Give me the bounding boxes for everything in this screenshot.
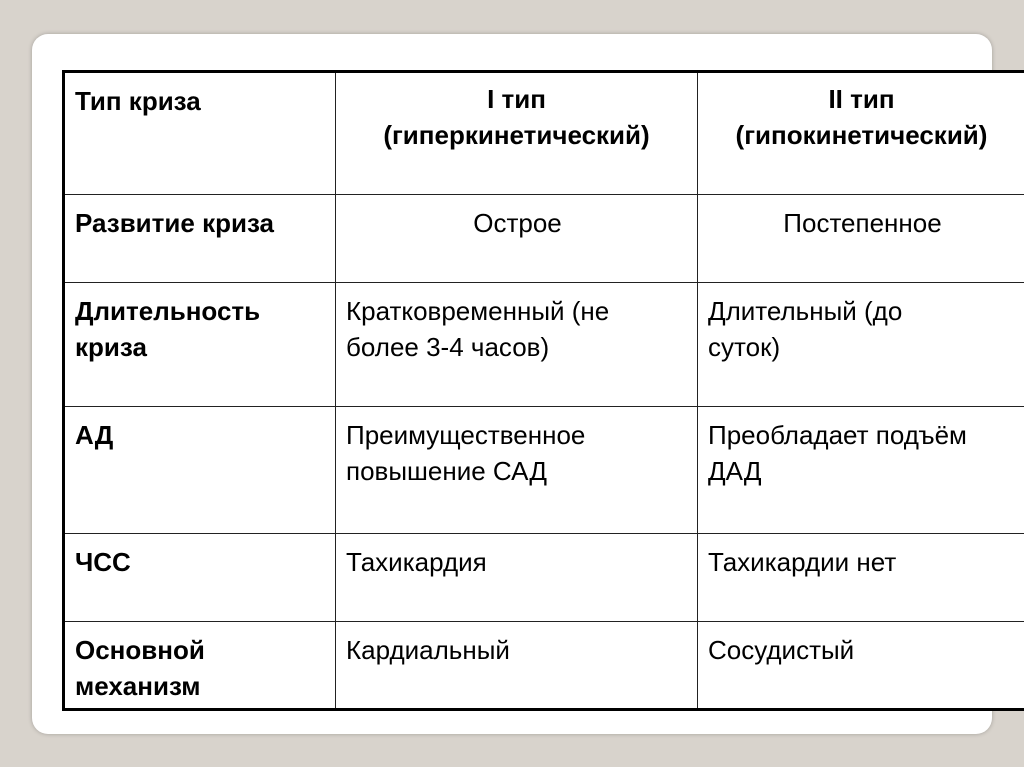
type2-cell bbox=[698, 407, 1024, 534]
type1-value: Кратковременный (не bbox=[346, 296, 610, 326]
row-label-cell bbox=[64, 195, 336, 283]
type2-value: суток) bbox=[708, 332, 781, 362]
header-type2-title: II тип bbox=[828, 84, 895, 114]
row-label: механизм bbox=[75, 671, 201, 701]
type1-value: более 3-4 часов) bbox=[346, 332, 550, 362]
type2-value: Преобладает подъём bbox=[708, 420, 967, 450]
type2-value: Тахикардии нет bbox=[708, 547, 897, 577]
type1-cell bbox=[336, 407, 698, 534]
type2-value: Длительный (до bbox=[708, 296, 903, 326]
row-label: АД bbox=[75, 420, 114, 450]
type2-value: ДАД bbox=[708, 456, 762, 486]
row-label: криза bbox=[75, 332, 147, 362]
table-row bbox=[64, 195, 1024, 283]
type2-value: Постепенное bbox=[783, 208, 942, 238]
crisis-comparison-table bbox=[62, 70, 1024, 711]
type1-cell bbox=[336, 195, 698, 283]
table-row bbox=[64, 283, 1024, 407]
row-label-cell bbox=[64, 407, 336, 534]
header-type1-title: I тип bbox=[487, 84, 546, 114]
type1-cell bbox=[336, 283, 698, 407]
row-label: Основной bbox=[75, 635, 205, 665]
type1-value: Преимущественное bbox=[346, 420, 586, 450]
header-label: Тип криза bbox=[75, 86, 201, 116]
header-label-cell bbox=[64, 72, 336, 195]
row-label: Длительность bbox=[75, 296, 261, 326]
row-label: Развитие криза bbox=[75, 208, 274, 238]
type2-cell bbox=[698, 283, 1024, 407]
type1-cell bbox=[336, 534, 698, 622]
type2-value: Сосудистый bbox=[708, 635, 855, 665]
header-type1-cell bbox=[336, 72, 698, 195]
table-header-row bbox=[64, 72, 1024, 195]
type2-cell bbox=[698, 622, 1024, 710]
table-row bbox=[64, 622, 1024, 710]
type1-value: Тахикардия bbox=[346, 547, 487, 577]
row-label: ЧСС bbox=[75, 547, 131, 577]
row-label-cell bbox=[64, 622, 336, 710]
table-row bbox=[64, 407, 1024, 534]
type1-value: повышение САД bbox=[346, 456, 547, 486]
type1-cell bbox=[336, 622, 698, 710]
type1-value: Кардиальный bbox=[346, 635, 510, 665]
type2-cell bbox=[698, 534, 1024, 622]
row-label-cell bbox=[64, 283, 336, 407]
type1-value: Острое bbox=[473, 208, 562, 238]
header-type2-cell bbox=[698, 72, 1024, 195]
header-type1-subtitle: (гиперкинетический) bbox=[383, 120, 650, 150]
row-label-cell bbox=[64, 534, 336, 622]
table-row bbox=[64, 534, 1024, 622]
header-type2-subtitle: (гипокинетический) bbox=[735, 120, 988, 150]
type2-cell bbox=[698, 195, 1024, 283]
